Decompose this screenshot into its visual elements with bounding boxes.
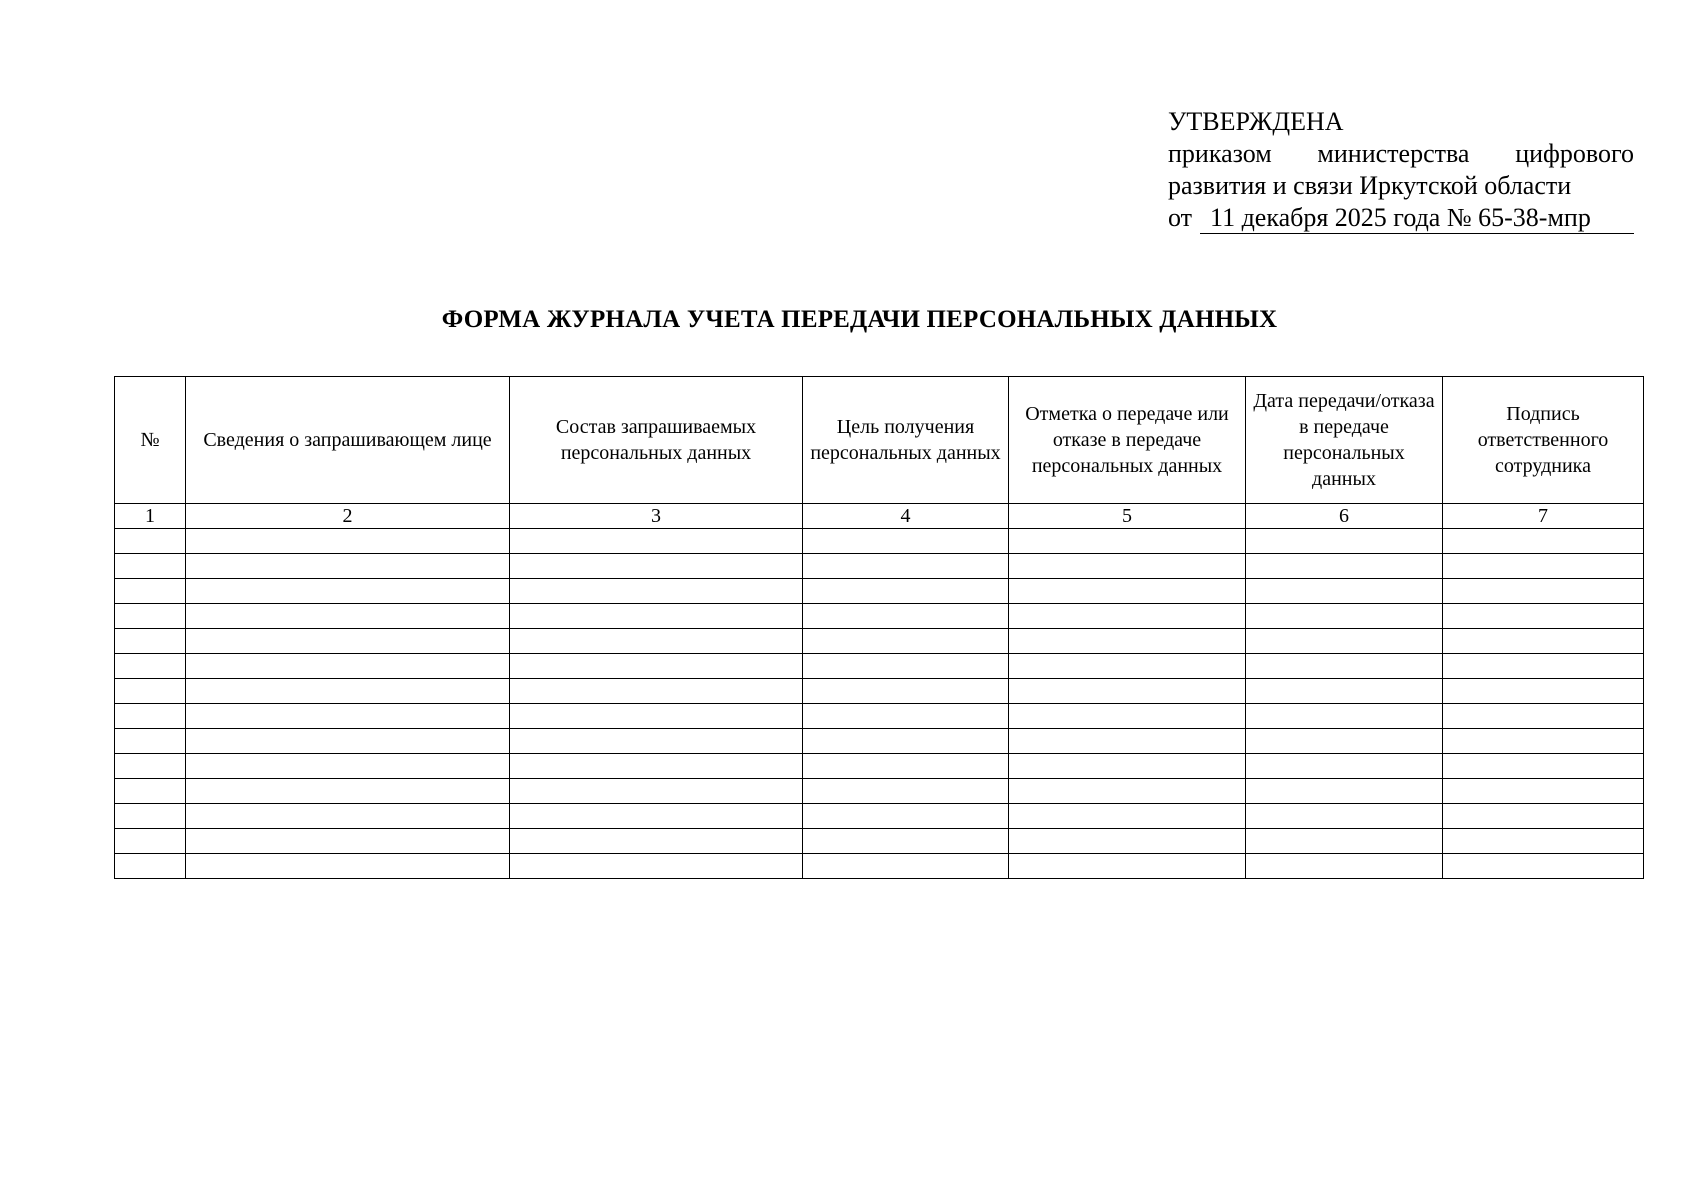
table-cell xyxy=(1443,829,1644,854)
column-numbers-row xyxy=(115,504,1644,529)
table-cell xyxy=(115,554,186,579)
table-cell xyxy=(510,529,803,554)
journal-table xyxy=(114,376,1644,879)
table-cell xyxy=(803,854,1009,879)
table-cell xyxy=(1009,754,1246,779)
table-row xyxy=(115,654,1644,679)
header-transfer-date: Дата передачи/отказа в передаче персональных данных xyxy=(1246,377,1443,504)
approval-date-value: 11 декабря 2025 года № 65-38-мпр xyxy=(1200,203,1634,234)
table-cell xyxy=(1246,554,1443,579)
column-number: 6 xyxy=(1246,504,1443,529)
table-cell xyxy=(1443,779,1644,804)
table-cell xyxy=(186,829,510,854)
header-requester-info: Сведения о запрашивающем лице xyxy=(186,377,510,504)
approval-date-line xyxy=(1168,202,1634,234)
header-requested-data: Состав запрашиваемых персональных данных xyxy=(510,377,803,504)
table-cell xyxy=(803,779,1009,804)
table-cell xyxy=(1246,854,1443,879)
table-row xyxy=(115,529,1644,554)
table-cell xyxy=(510,554,803,579)
table-cell xyxy=(115,679,186,704)
table-cell xyxy=(803,754,1009,779)
column-number: 4 xyxy=(803,504,1009,529)
table-cell xyxy=(803,654,1009,679)
table-cell xyxy=(1246,629,1443,654)
table-cell xyxy=(803,704,1009,729)
table-cell xyxy=(1246,804,1443,829)
table-cell xyxy=(1246,729,1443,754)
table-cell xyxy=(1009,854,1246,879)
table-cell xyxy=(115,654,186,679)
table-cell xyxy=(1443,754,1644,779)
table-cell xyxy=(510,729,803,754)
table-cell xyxy=(510,579,803,604)
table-cell xyxy=(803,579,1009,604)
table-cell xyxy=(510,804,803,829)
table-row xyxy=(115,679,1644,704)
table-cell xyxy=(803,729,1009,754)
header-number: № xyxy=(115,377,186,504)
table-cell xyxy=(1246,654,1443,679)
table-cell xyxy=(115,779,186,804)
table-row xyxy=(115,629,1644,654)
table-cell xyxy=(186,529,510,554)
table-cell xyxy=(1009,804,1246,829)
table-cell xyxy=(1443,629,1644,654)
table-cell xyxy=(115,729,186,754)
approval-block xyxy=(1168,106,1634,234)
table-cell xyxy=(1009,679,1246,704)
table-cell xyxy=(186,854,510,879)
table-cell xyxy=(186,754,510,779)
table-cell xyxy=(1009,629,1246,654)
column-number: 1 xyxy=(115,504,186,529)
table-cell xyxy=(115,604,186,629)
table-cell xyxy=(115,829,186,854)
table-cell xyxy=(1246,679,1443,704)
table-cell xyxy=(1246,829,1443,854)
table-cell xyxy=(510,704,803,729)
table-cell xyxy=(1246,579,1443,604)
table-cell xyxy=(1443,579,1644,604)
table-cell xyxy=(510,604,803,629)
table-row xyxy=(115,779,1644,804)
column-number: 3 xyxy=(510,504,803,529)
table-cell xyxy=(1009,729,1246,754)
table-cell xyxy=(510,829,803,854)
approval-ministry-line: развития и связи Иркутской области xyxy=(1168,171,1572,200)
table-row xyxy=(115,704,1644,729)
table-cell xyxy=(1009,654,1246,679)
header-purpose: Цель получения персональных данных xyxy=(803,377,1009,504)
table-cell xyxy=(186,679,510,704)
table-cell xyxy=(1443,854,1644,879)
table-cell xyxy=(803,829,1009,854)
table-cell xyxy=(186,604,510,629)
table-cell xyxy=(1443,654,1644,679)
table-cell xyxy=(1443,729,1644,754)
table-cell xyxy=(1246,779,1443,804)
column-number: 5 xyxy=(1009,504,1246,529)
approval-heading: УТВЕРЖДЕНА xyxy=(1168,107,1344,136)
table-row xyxy=(115,729,1644,754)
table-cell xyxy=(186,554,510,579)
approval-order-line: приказом министерства цифрового xyxy=(1168,139,1634,168)
table-cell xyxy=(510,779,803,804)
table-cell xyxy=(803,604,1009,629)
table-cell xyxy=(186,779,510,804)
table-cell xyxy=(186,704,510,729)
table-cell xyxy=(803,529,1009,554)
table-cell xyxy=(115,804,186,829)
table-cell xyxy=(1246,604,1443,629)
table-row xyxy=(115,554,1644,579)
table-cell xyxy=(1009,829,1246,854)
table-cell xyxy=(510,854,803,879)
table-cell xyxy=(510,679,803,704)
table-row xyxy=(115,854,1644,879)
table-cell xyxy=(115,529,186,554)
table-row xyxy=(115,754,1644,779)
column-number: 7 xyxy=(1443,504,1644,529)
table-cell xyxy=(115,754,186,779)
header-signature: Подпись ответственного сотрудника xyxy=(1443,377,1644,504)
table-header-row xyxy=(115,377,1644,504)
table-cell xyxy=(1009,554,1246,579)
table-cell xyxy=(1443,529,1644,554)
table-cell xyxy=(186,579,510,604)
table-row xyxy=(115,829,1644,854)
table-cell xyxy=(803,804,1009,829)
column-number: 2 xyxy=(186,504,510,529)
approval-date-prefix: от xyxy=(1168,203,1193,232)
table-row xyxy=(115,604,1644,629)
table-row xyxy=(115,579,1644,604)
table-cell xyxy=(186,804,510,829)
table-cell xyxy=(510,629,803,654)
table-cell xyxy=(803,554,1009,579)
table-cell xyxy=(1246,529,1443,554)
table-cell xyxy=(803,679,1009,704)
table-cell xyxy=(186,729,510,754)
header-transfer-mark: Отметка о передаче или отказе в передаче персональных данных xyxy=(1009,377,1246,504)
table-cell xyxy=(1246,754,1443,779)
table-cell xyxy=(1009,604,1246,629)
table-cell xyxy=(1009,529,1246,554)
table-row xyxy=(115,804,1644,829)
table-cell xyxy=(510,754,803,779)
table-cell xyxy=(1443,604,1644,629)
table-cell xyxy=(1443,804,1644,829)
table-cell xyxy=(186,629,510,654)
table-cell xyxy=(1443,704,1644,729)
table-cell xyxy=(115,579,186,604)
table-cell xyxy=(1009,704,1246,729)
table-cell xyxy=(115,629,186,654)
table-cell xyxy=(510,654,803,679)
table-cell xyxy=(115,704,186,729)
document-title: ФОРМА ЖУРНАЛА УЧЕТА ПЕРЕДАЧИ ПЕРСОНАЛЬНЫХ ДАННЫХ xyxy=(441,306,1278,333)
table-cell xyxy=(1246,704,1443,729)
table-cell xyxy=(1009,779,1246,804)
table-cell xyxy=(1443,679,1644,704)
table-cell xyxy=(1009,579,1246,604)
table-cell xyxy=(1443,554,1644,579)
table-cell xyxy=(803,629,1009,654)
table-cell xyxy=(115,854,186,879)
table-cell xyxy=(186,654,510,679)
